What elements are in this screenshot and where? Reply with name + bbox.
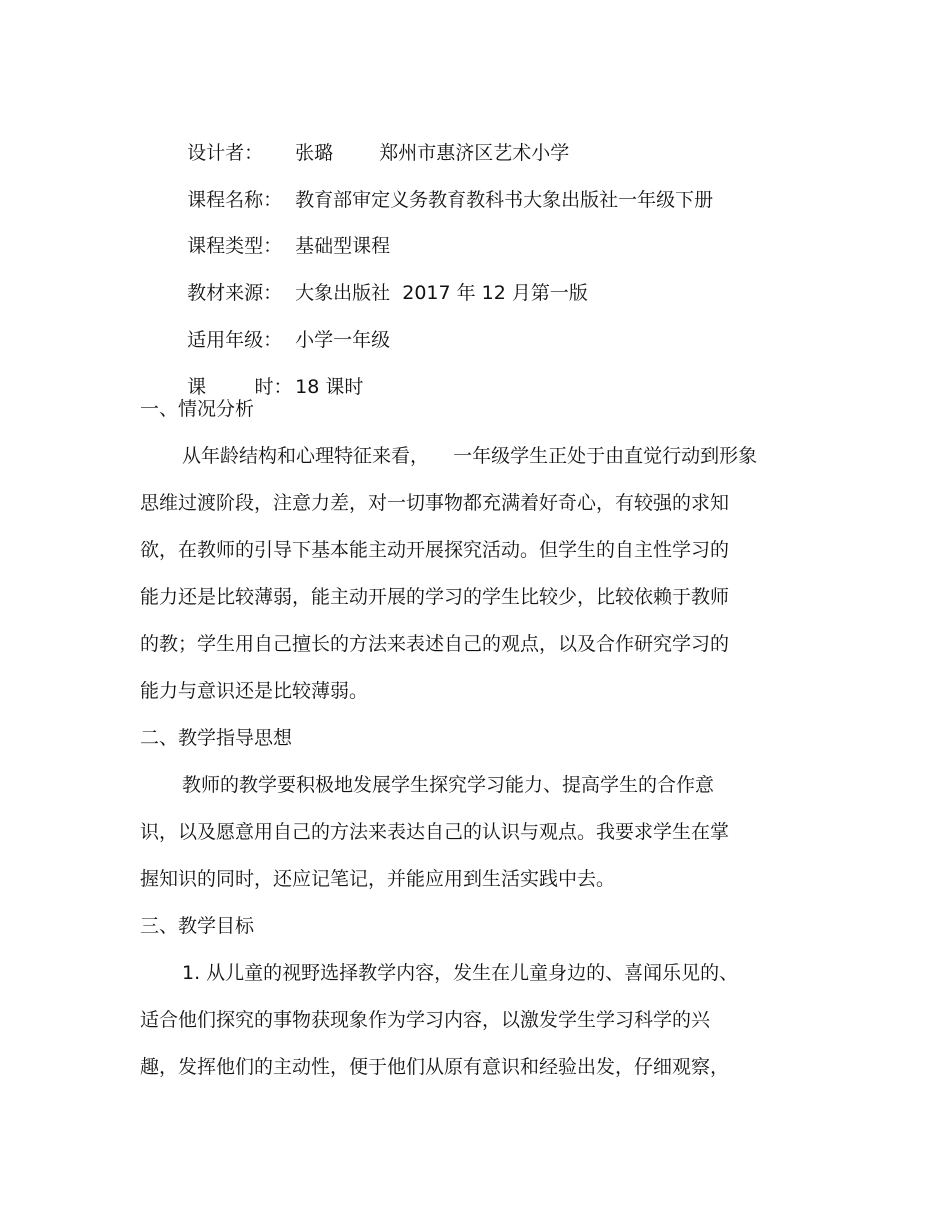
meta-value: 基础型课程	[295, 235, 391, 257]
meta-label: 课程名称：	[187, 189, 283, 211]
meta-value: 张璐	[295, 142, 334, 164]
meta-label: 教材来源：	[187, 282, 283, 304]
paragraph-line: 从年龄结构和心理特征来看， 一年级学生正处于由直觉行动到形象	[182, 445, 758, 467]
paragraph-line: 握知识的同时，还应记笔记，并能应用到生活实践中去。	[140, 868, 616, 890]
paragraph-line: 趣，发挥他们的主动性，便于他们从原有意识和经验出发，仔细观察，	[140, 1056, 730, 1078]
paragraph-line: 识，以及愿意用自己的方法来表达自己的认识与观点。我要求学生在掌	[140, 821, 730, 843]
section-heading: 二、教学指导思想	[140, 727, 293, 749]
paragraph-line: 1. 从儿童的视野选择教学内容，发生在儿童身边的、喜闻乐见的、	[182, 962, 739, 984]
paragraph-line: 教师的教学要积极地发展学生探究学习能力、提高学生的合作意	[182, 774, 715, 796]
meta-value: 大象出版社 2017 年 12 月第一版	[295, 282, 588, 304]
meta-label: 课 时：	[187, 376, 293, 398]
paragraph-line: 能力还是比较薄弱，能主动开展的学习的学生比较少，比较依赖于教师	[140, 586, 730, 608]
paragraph-line: 适合他们探究的事物获现象作为学习内容，以激发学生学习科学的兴	[140, 1009, 711, 1031]
meta-institution: 郑州市惠济区艺术小学	[379, 142, 570, 164]
paragraph-line: 能力与意识还是比较薄弱。	[140, 680, 369, 702]
paragraph-line: 欲，在教师的引导下基本能主动开展探究活动。但学生的自主性学习的	[140, 539, 730, 561]
section-heading: 一、情况分析	[140, 398, 255, 420]
meta-label: 课程类型：	[187, 235, 283, 257]
meta-value: 教育部审定义务教育教科书大象出版社一年级下册	[295, 189, 714, 211]
meta-label: 适用年级：	[187, 329, 283, 351]
meta-value: 小学一年级	[295, 329, 391, 351]
paragraph-line: 思维过渡阶段，注意力差，对一切事物都充满着好奇心，有较强的求知	[140, 492, 730, 514]
meta-value: 18 课时	[295, 376, 364, 398]
meta-label: 设计者：	[187, 142, 264, 164]
paragraph-line: 的教；学生用自己擅长的方法来表述自己的观点，以及合作研究学习的	[140, 633, 730, 655]
section-heading: 三、教学目标	[140, 915, 255, 937]
